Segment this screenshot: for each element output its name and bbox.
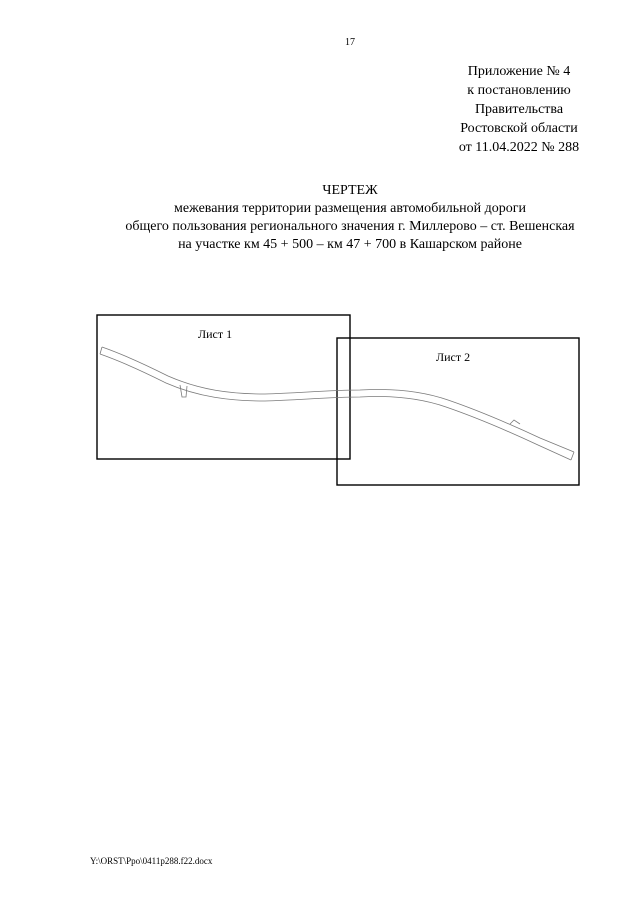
page-number: 17: [345, 37, 355, 48]
appendix-line: Правительства: [474, 102, 564, 117]
appendix-line: от 11.04.2022 № 288: [458, 140, 580, 155]
sheet1-label: Лист 1: [198, 327, 233, 341]
title-line: на участке км 45 + 500 – км 47 + 700 в Кашарском районе: [178, 237, 522, 252]
appendix-line: к постановлению: [467, 83, 571, 98]
appendix-line: Ростовской области: [460, 121, 578, 136]
footer-file-path: Y:\ORST\Ppo\0411p288.f22.docx: [90, 856, 213, 866]
appendix-line: Приложение № 4: [467, 64, 571, 79]
title-line: общего пользования регионального значения г. Миллерово – ст. Вешенская: [125, 219, 575, 234]
title-heading: ЧЕРТЕЖ: [322, 183, 378, 198]
title-line: межевания территории размещения автомобильной дороги: [174, 201, 526, 216]
sheet2-label: Лист 2: [436, 350, 471, 364]
